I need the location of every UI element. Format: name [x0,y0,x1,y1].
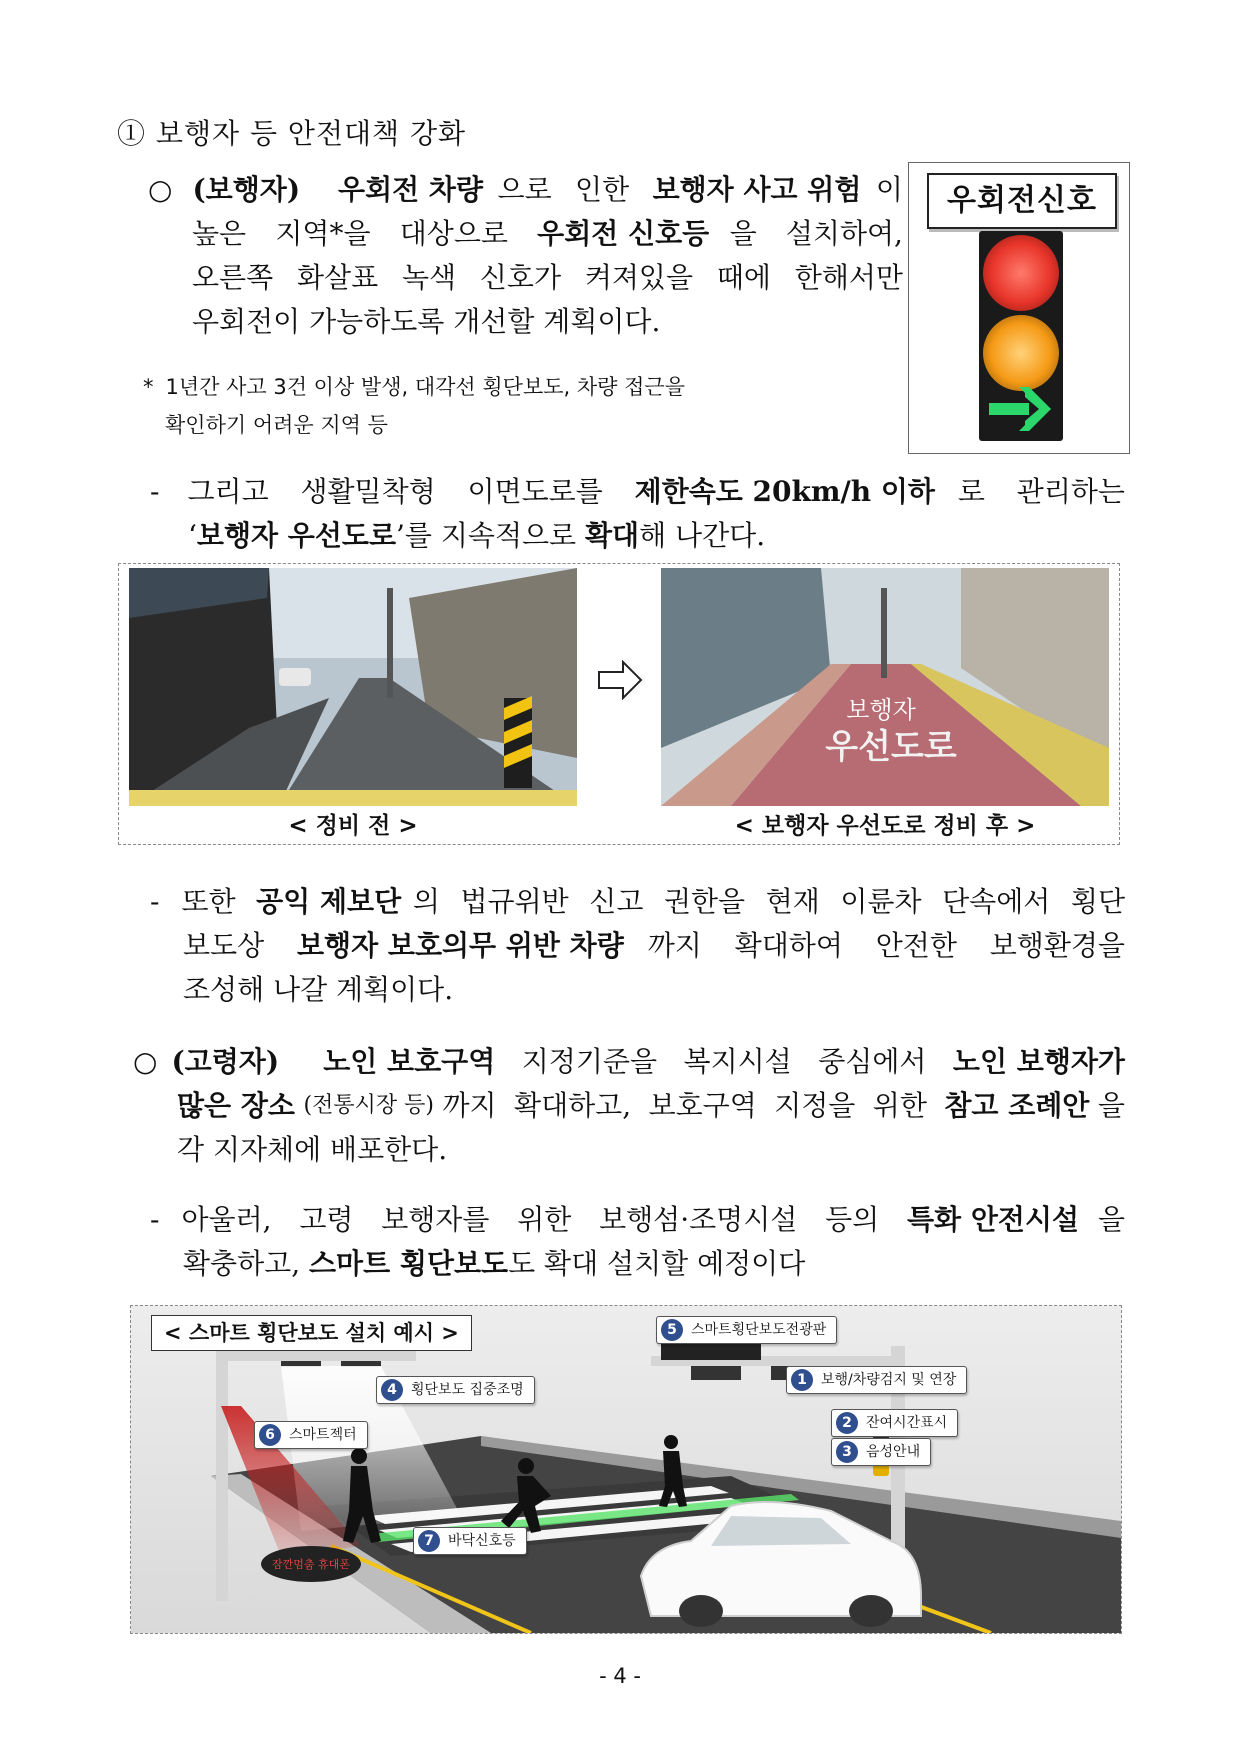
text-run: 의 [412,885,449,918]
text-run: 위한 [872,1089,936,1122]
text-run: 고령 [299,1203,363,1236]
road-marking-text-2: 우선도로 [825,727,957,767]
text-run: 특화 안전시설 [907,1203,1080,1236]
text-run: 보도상 [183,929,274,962]
p4-line-1 [133,1040,1125,1084]
text-run: 해 나간다. [639,519,766,552]
p4-bullet: ○ [133,1045,158,1078]
tag-floor-signal: 7 바닥신호등 [413,1527,527,1555]
text-run: 이 [875,173,903,206]
text-run: 아울러, [181,1203,281,1236]
text-run: 보행자 우선도로 [196,519,396,552]
text-run: 중심에서 [818,1045,936,1078]
green-arrow-icon [985,381,1057,437]
right-arrow-icon [597,660,643,700]
text-run: 까지 [442,1089,506,1122]
tag-smart-projector: 6 스마트젝터 [254,1421,368,1449]
text-run: 이면도로를 [467,475,612,508]
footnote [143,368,685,444]
amber-lamp-icon [983,315,1059,391]
text-run: 참고 조례안 [944,1089,1090,1122]
text-run: 법규위반 [460,885,578,918]
p5-line-2 [150,1242,1125,1286]
text-run: 까지 [647,929,711,962]
p1-line-4 [148,300,903,344]
text-run: ’를 지속적으로 [396,519,585,552]
text-run: 보행섬·조명시설 [599,1203,807,1236]
text-run: 켜져있을 [584,261,702,294]
text-run: 조성해 나갈 계획이다. [183,973,454,1006]
text-run: 오른쪽 [192,261,283,294]
p1-line-2 [148,212,903,256]
text-run: 우회전이 가능하도록 개선할 계획이다. [192,305,661,338]
text-run: 도 확대 설치할 예정이다 [508,1247,806,1280]
right-turn-signal-figure [908,162,1130,454]
text-run [297,1040,306,1084]
after-caption: < 보행자 우선도로 정비 후 > [734,813,1036,839]
text-run: 우회전 신호등 [537,217,710,250]
text-run: 확대 [585,519,640,552]
text-run: 단속에서 [942,885,1060,918]
p1-bullet: ○ [148,173,173,206]
text-run: 복지시설 [683,1045,801,1078]
p2-dash: - [150,475,160,508]
text-run: 신고 [589,885,653,918]
tag-pedestrian-detection: 1 보행/차량검지 및 연장 [786,1366,967,1394]
text-run: 지역*을 [275,217,380,250]
text-run: 을 [1097,1089,1125,1122]
text-run: 제한속도 20km/h 이하 [634,475,935,508]
before-photo [129,568,577,806]
p3-line-1 [150,880,1125,924]
text-run: 관리하는 [1016,475,1125,508]
text-run: (전통시장 등) [303,1093,434,1118]
smart-figure-title: < 스마트 횡단보도 설치 예시 > [151,1315,472,1351]
text-run: 등의 [825,1203,889,1236]
text-run: 확대하여 [734,929,852,962]
before-caption: < 정비 전 > [288,813,418,839]
text-run: 또한 [181,885,245,918]
text-run: 그리고 [187,475,278,508]
text-run: 보행자를 [381,1203,499,1236]
after-photo [661,568,1109,806]
text-run: 보행환경을 [989,929,1125,962]
traffic-light-icon [979,231,1063,441]
tag-voice-guide: 3 음성안내 [831,1438,931,1466]
text-run: 노인 보행자가 [952,1045,1125,1078]
footnote-line-1: * 1년간 사고 3건 이상 발생, 대각선 횡단보도, 차량 접근을 [143,375,685,399]
tag-remaining-time: 2 잔여시간표시 [831,1409,958,1437]
p4-line-3 [133,1128,1125,1172]
text-run: 보호구역 [648,1089,766,1122]
text-run: 횡단 [1070,885,1125,918]
text-run: 보행자 보호의무 위반 차량 [297,929,624,962]
text-run: 녹색 [401,261,465,294]
paragraph-right-turn [148,168,903,344]
p1-line-1 [148,168,903,212]
p3-line-2 [150,924,1125,968]
text-run: 우회전 차량 [338,173,484,206]
paragraph-pedestrian-priority [150,470,1125,558]
text-run: 공익 제보단 [256,885,402,918]
signal-label: 우회전신호 [927,173,1117,229]
text-run: 지정을 [774,1089,865,1122]
text-run: 을 [1097,1203,1125,1236]
text-run: 인한 [575,173,639,206]
page-number: - 4 - [599,1664,641,1688]
text-run: 신호가 [479,261,570,294]
projector-floor-text: 잠깐멈춤 휴대폰 [272,1558,350,1571]
tag-smart-display: 5 스마트횡단보도전광판 [656,1316,837,1344]
text-run: 각 지자체에 배포한다. [177,1133,448,1166]
p5-line-1-text [181,1198,1125,1242]
text-run: 보행자 사고 위험 [652,173,862,206]
p5-dash: - [150,1203,160,1236]
p2-line-2 [150,514,1125,558]
text-run: 으로 [497,173,561,206]
text-run: ‘ [188,519,197,552]
text-run: 로 [957,475,994,508]
p3-line-1-text [181,880,1125,924]
tag-focused-lighting: 4 횡단보도 집중조명 [376,1376,535,1404]
p5-line-1 [150,1198,1125,1242]
p1-line-3 [148,256,903,300]
paragraph-public-reporters [150,880,1125,1012]
red-lamp-icon [983,235,1059,311]
text-run [315,168,324,212]
p2-line-1-text [187,470,1125,514]
text-run: 때에 [716,261,780,294]
text-run: 확대하고, [514,1089,641,1122]
text-run: (보행자) [192,173,301,206]
text-run: 확충하고, [183,1247,309,1280]
p3-line-3 [150,968,1125,1012]
text-run: 대상으로 [399,217,517,250]
text-run: 권한을 [663,885,754,918]
text-run: 이륜차 [840,885,931,918]
text-run: 스마트 횡단보도 [309,1247,509,1280]
footnote-mark: * [143,375,154,399]
text-run: 안전한 [875,929,966,962]
text-run: 화살표 [296,261,388,294]
text-run: 설치하여, [785,217,903,250]
text-run: 노인 보호구역 [323,1045,496,1078]
text-run: 높은 [192,217,255,250]
p4-line-2 [133,1084,1125,1128]
smart-crosswalk-figure [130,1305,1122,1634]
text-run: 지정기준을 [512,1045,666,1078]
text-run: 많은 장소 [177,1089,295,1122]
text-run: (고령자) [171,1045,280,1078]
text-run: 한해서만 [794,261,903,294]
text-run: 을 [729,217,766,250]
p4-line-1-text [171,1040,1125,1084]
p1-line-1-text [192,168,903,212]
paragraph-elderly [133,1040,1125,1172]
text-run: 현재 [765,885,829,918]
p2-line-1 [150,470,1125,514]
footnote-line-2: 확인하기 어려운 지역 등 [165,413,388,437]
crosswalk-illustration [131,1306,1121,1633]
road-photo-comparison [118,563,1120,845]
section-heading: ① 보행자 등 안전대책 강화 [117,117,467,150]
paragraph-smart-crosswalk [150,1198,1125,1286]
text-run: 위한 [517,1203,581,1236]
p3-dash: - [150,885,160,918]
road-marking-text-1: 보행자 [846,696,916,724]
text-run: 생활밀착형 [300,475,445,508]
